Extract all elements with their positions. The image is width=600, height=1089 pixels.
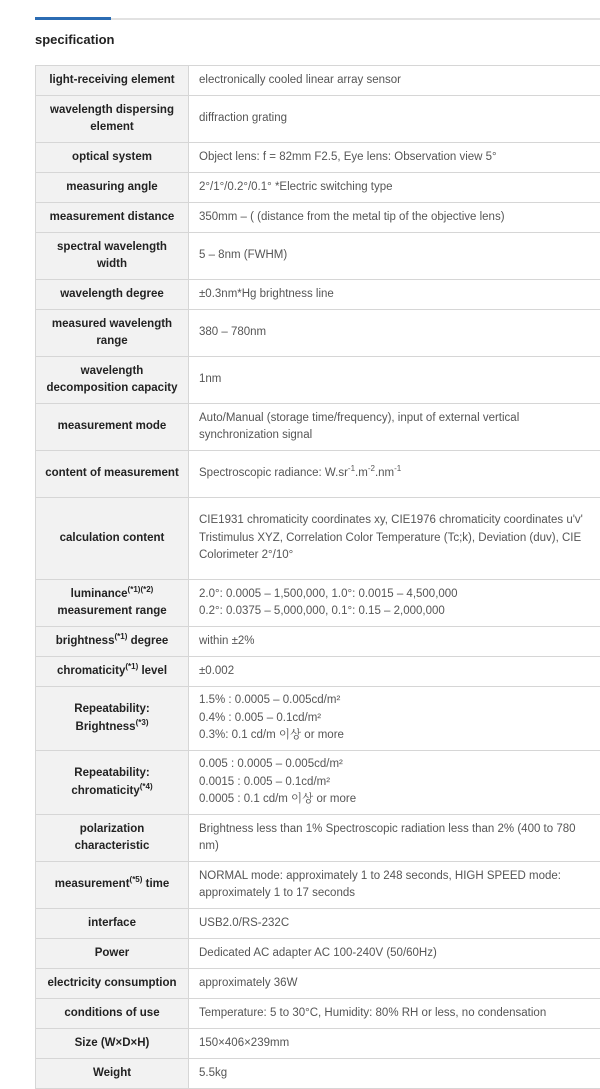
spec-label: Size (W×D×H) [36, 1029, 189, 1059]
spec-value [189, 999, 600, 1029]
spec-value [189, 173, 600, 203]
spec-value [189, 310, 600, 357]
spec-label: measurement distance [36, 203, 189, 233]
spec-label [36, 862, 189, 909]
value-line: approximately 36W [199, 977, 297, 989]
spec-value [189, 498, 600, 580]
table-row [36, 404, 600, 451]
value-line: Brightness less than 1% Spectroscopic radiation less than 2% (400 to 780 nm) [199, 823, 576, 853]
label-text: degree [127, 635, 168, 647]
table-row [36, 687, 600, 751]
spec-value [189, 66, 600, 96]
value-line: ±0.002 [199, 665, 234, 677]
superscript: -1 [394, 464, 401, 473]
table-row [36, 939, 600, 969]
spec-value [189, 909, 600, 939]
spec-value [189, 451, 600, 498]
spec-value [189, 1029, 600, 1059]
spec-value [189, 1059, 600, 1089]
table-row [36, 203, 600, 233]
spec-label: Power [36, 939, 189, 969]
spec-value [189, 280, 600, 310]
spec-value [189, 404, 600, 451]
value-line: 2.0°: 0.0005 – 1,500,000, 1.0°: 0.0015 – 4,500,000 [199, 588, 458, 600]
label-text: chromaticity [57, 665, 125, 677]
table-row [36, 969, 600, 999]
value-line: 2°/1°/0.2°/0.1° *Electric switching type [199, 181, 393, 193]
value-line: 5.5kg [199, 1067, 227, 1079]
value-line: Object lens: f = 82mm F2.5, Eye lens: Observation view 5° [199, 151, 497, 163]
spec-value [189, 751, 600, 815]
table-row [36, 310, 600, 357]
table-row [36, 498, 600, 580]
value-line: Dedicated AC adapter AC 100-240V (50/60Hz) [199, 947, 437, 959]
value-line: Temperature: 5 to 30°C, Humidity: 80% RH or less, no condensation [199, 1007, 546, 1019]
value-line: 0.3%: 0.1 cd/m 이상 or more [199, 729, 344, 741]
table-row [36, 66, 600, 96]
label-text: Repeatability: Brightness [74, 703, 149, 733]
table-row [36, 751, 600, 815]
value-text: .m [355, 467, 368, 479]
spec-label: measured wavelength range [36, 310, 189, 357]
value-line: 0.2°: 0.0375 – 5,000,000, 0.1°: 0.15 – 2,000,000 [199, 605, 445, 617]
spec-label: calculation content [36, 498, 189, 580]
spec-value [189, 96, 600, 143]
spec-value [189, 580, 600, 627]
spec-label [36, 751, 189, 815]
table-row [36, 627, 600, 657]
spec-value [189, 233, 600, 280]
spec-label: optical system [36, 143, 189, 173]
spec-label: wavelength degree [36, 280, 189, 310]
spec-value [189, 862, 600, 909]
value-line: ±0.3nm*Hg brightness line [199, 288, 334, 300]
spec-label: interface [36, 909, 189, 939]
spec-label: conditions of use [36, 999, 189, 1029]
value-line: diffraction grating [199, 112, 287, 124]
spec-label: measurement mode [36, 404, 189, 451]
value-line: 380 – 780nm [199, 326, 266, 338]
superscript: -1 [348, 464, 355, 473]
label-text: measurement range [57, 605, 166, 617]
spec-label: electricity consumption [36, 969, 189, 999]
spec-label: light-receiving element [36, 66, 189, 96]
footnote-mark: (*5) [130, 875, 143, 884]
specification-table [35, 65, 600, 1089]
footnote-mark: (*1) [114, 632, 127, 641]
table-row [36, 909, 600, 939]
table-row [36, 999, 600, 1029]
spec-label: polarization characteristic [36, 815, 189, 862]
label-text: luminance [71, 588, 128, 600]
table-row [36, 451, 600, 498]
value-line: Auto/Manual (storage time/frequency), input of external vertical synchronization signal [199, 412, 519, 442]
label-text: Repeatability: chromaticity [71, 767, 149, 797]
spec-value [189, 687, 600, 751]
value-line: 0.005 : 0.0005 – 0.005cd/m² [199, 758, 343, 770]
table-row [36, 143, 600, 173]
value-line: NORMAL mode: approximately 1 to 248 seconds, HIGH SPEED mode: approximately 1 to 17 seconds [199, 870, 561, 900]
value-line: CIE1931 chromaticity coordinates xy, CIE1976 chromaticity coordinates u'v' Tristimulus XYZ, Correlation Color Temperature (Tc;k), Deviation (duv), CIE Colorimeter 2°/10° [199, 514, 583, 561]
value-line: USB2.0/RS-232C [199, 917, 289, 929]
label-text: measurement [55, 878, 130, 890]
value-text: Spectroscopic radiance: W.sr [199, 467, 348, 479]
spec-label [36, 580, 189, 627]
spec-value [189, 815, 600, 862]
spec-value [189, 627, 600, 657]
table-row [36, 280, 600, 310]
spec-label [36, 657, 189, 687]
top-divider [35, 18, 600, 20]
value-line: 1nm [199, 373, 221, 385]
table-row [36, 815, 600, 862]
value-line: 1.5% : 0.0005 – 0.005cd/m² [199, 694, 340, 706]
table-row [36, 1059, 600, 1089]
spec-label: wavelength dispersing element [36, 96, 189, 143]
top-accent-bar [35, 17, 111, 20]
table-row [36, 233, 600, 280]
table-row [36, 96, 600, 143]
spec-value [189, 657, 600, 687]
table-row [36, 580, 600, 627]
table-row [36, 357, 600, 404]
spec-label [36, 627, 189, 657]
value-line: 0.0015 : 0.005 – 0.1cd/m² [199, 776, 330, 788]
value-line: 350mm – ( (distance from the metal tip of the objective lens) [199, 211, 505, 223]
spec-label: Weight [36, 1059, 189, 1089]
value-text: .nm [375, 467, 394, 479]
value-line: 150×406×239mm [199, 1037, 289, 1049]
table-row [36, 862, 600, 909]
table-row [36, 173, 600, 203]
label-text: brightness [56, 635, 115, 647]
spec-label: spectral wavelength width [36, 233, 189, 280]
spec-value [189, 143, 600, 173]
value-line: 0.0005 : 0.1 cd/m 이상 or more [199, 793, 356, 805]
footnote-mark: (*1)(*2) [128, 585, 154, 594]
footnote-mark: (*4) [140, 782, 153, 791]
footnote-mark: (*1) [125, 662, 138, 671]
label-text: level [138, 665, 167, 677]
spec-label: wavelength decomposition capacity [36, 357, 189, 404]
value-line: 0.4% : 0.005 – 0.1cd/m² [199, 712, 321, 724]
superscript: -2 [368, 464, 375, 473]
spec-label: content of measurement [36, 451, 189, 498]
value-line: electronically cooled linear array sensor [199, 74, 401, 86]
spec-value [189, 939, 600, 969]
spec-value [189, 969, 600, 999]
section-title: specification [35, 32, 114, 47]
value-line: 5 – 8nm (FWHM) [199, 249, 287, 261]
spec-value [189, 203, 600, 233]
value-line: within ±2% [199, 635, 255, 647]
footnote-mark: (*3) [136, 718, 149, 727]
table-row [36, 657, 600, 687]
label-text: time [142, 878, 169, 890]
spec-value [189, 357, 600, 404]
table-row [36, 1029, 600, 1059]
spec-label: measuring angle [36, 173, 189, 203]
spec-label [36, 687, 189, 751]
